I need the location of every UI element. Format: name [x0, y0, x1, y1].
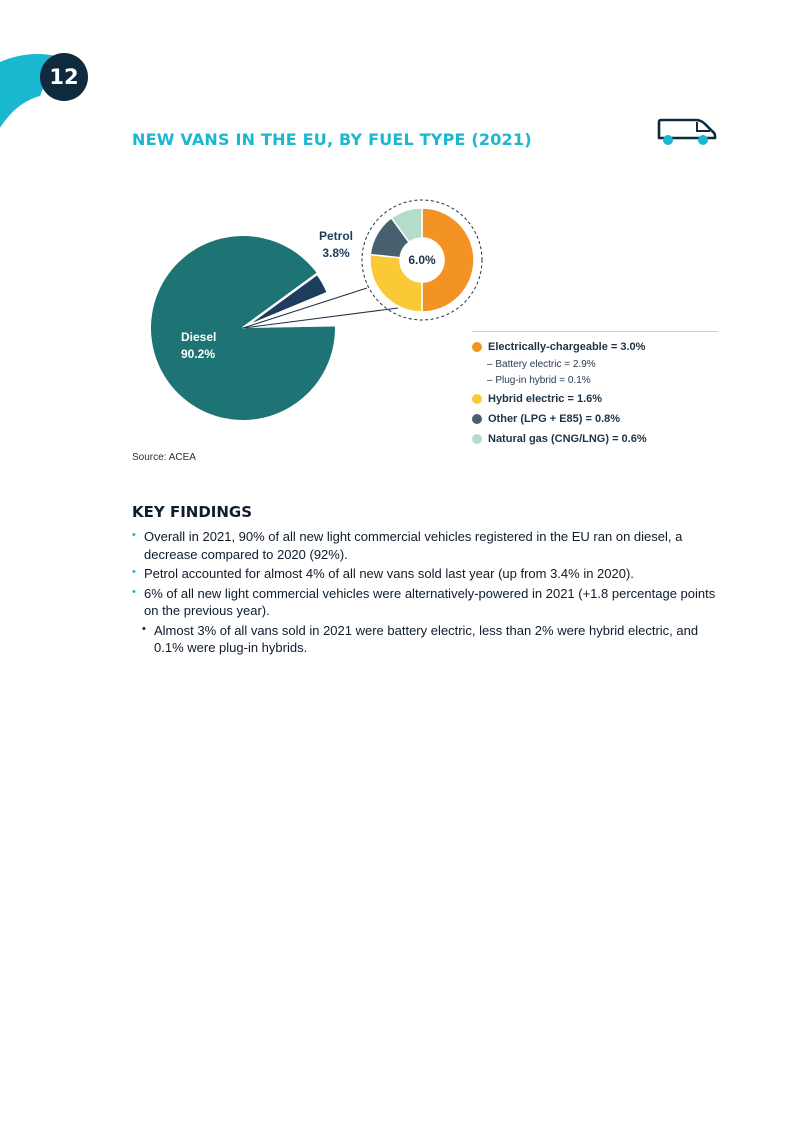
- legend-swatch: [472, 342, 482, 352]
- legend-label: Natural gas (CNG/LNG) = 0.6%: [488, 433, 647, 445]
- legend-item: [472, 389, 722, 409]
- finding-item: • 6% of all new light commercial vehicles were alternatively-powered in 2021 (+1.8 percentage points on the previous year).: [132, 585, 722, 620]
- legend-swatch: [472, 434, 482, 444]
- finding-item: • Petrol accounted for almost 4% of all new vans sold last year (up from 3.4% in 2020).: [132, 565, 722, 583]
- chart-legend: [472, 337, 722, 449]
- key-findings-list: [132, 528, 722, 659]
- petrol-label: Petrol: [318, 229, 354, 243]
- legend-item: [472, 337, 722, 357]
- legend-subitem: – Plug-in hybrid = 0.1%: [487, 375, 591, 386]
- chart-title: NEW VANS IN THE EU, BY FUEL TYPE (2021): [132, 130, 532, 149]
- petrol-value-label: 3.8%: [322, 246, 350, 260]
- legend-item: [472, 409, 722, 429]
- legend-label: Other (LPG + E85) = 0.8%: [488, 413, 621, 425]
- legend-label: Electrically-chargeable = 3.0%: [488, 341, 646, 353]
- legend-item: [472, 429, 722, 449]
- finding-item: • Overall in 2021, 90% of all new light commercial vehicles registered in the EU ran on diesel, a decrease compared to 2020 (92%).: [132, 528, 722, 563]
- legend-swatch: [472, 414, 482, 424]
- legend-subitem: – Battery electric = 2.9%: [487, 359, 596, 370]
- diesel-value-label: 90.2%: [181, 347, 216, 361]
- legend-swatch: [472, 394, 482, 404]
- alternative-total-label: 6.0%: [408, 253, 436, 267]
- finding-subitem: • Almost 3% of all vans sold in 2021 were battery electric, less than 2% were hybrid electric, and 0.1% were plug-in hybrids.: [132, 622, 722, 657]
- key-findings-heading: KEY FINDINGS: [132, 503, 253, 521]
- diesel-label: Diesel: [181, 330, 217, 344]
- van-icon: [656, 116, 718, 148]
- legend-label: Hybrid electric = 1.6%: [488, 393, 603, 405]
- source-note: Source: ACEA: [132, 452, 196, 463]
- legend-divider: [472, 331, 718, 332]
- page-number: 12: [49, 65, 79, 89]
